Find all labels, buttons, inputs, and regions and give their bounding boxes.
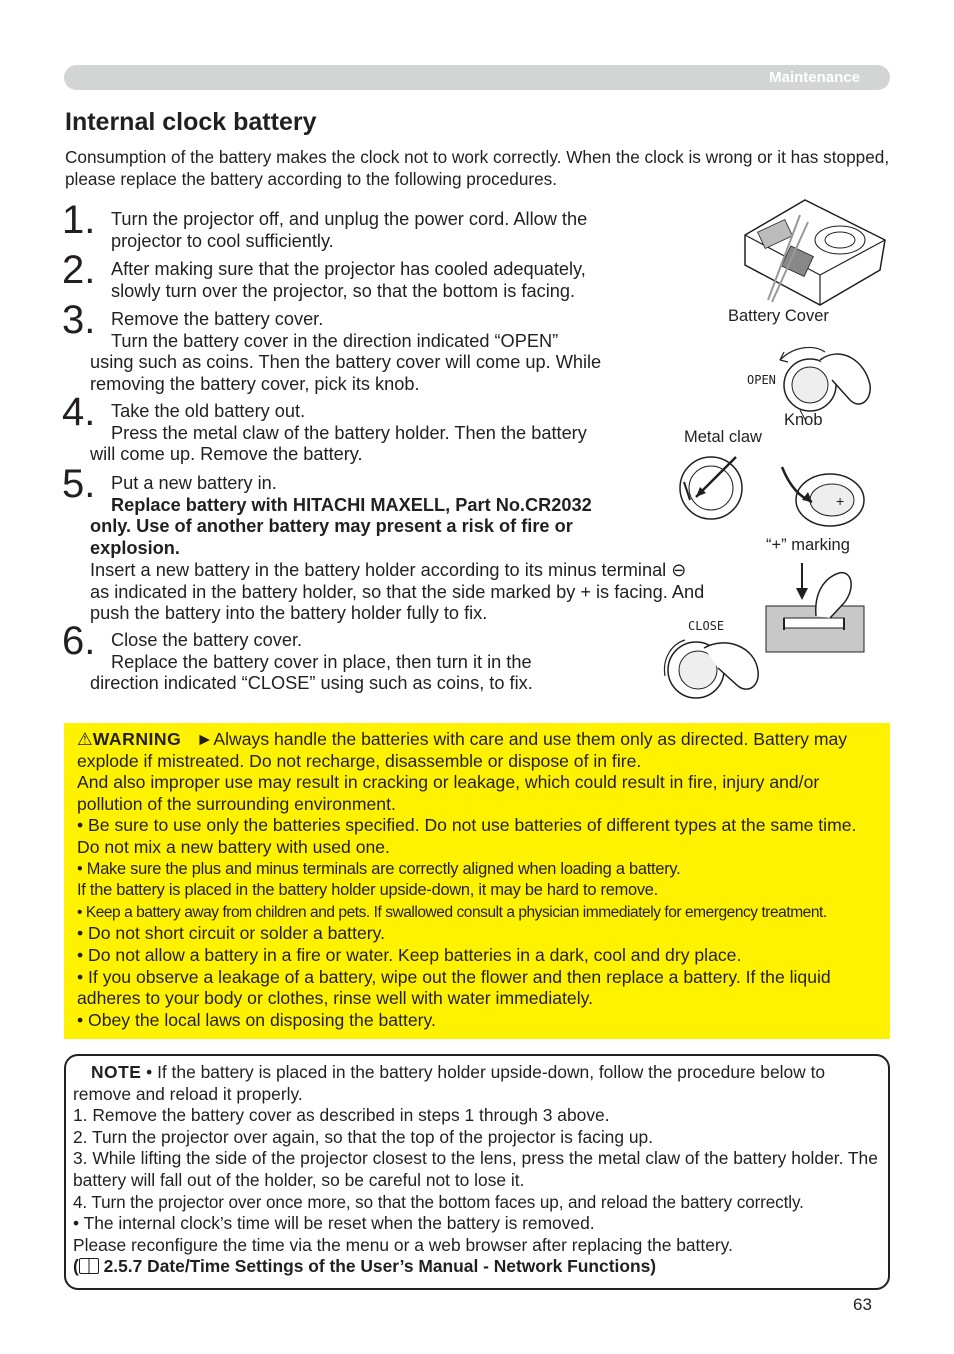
step-text: Press the metal claw of the battery holder. Then the battery [111,422,587,443]
step-text: Replace the battery cover in place, then turn it in the [111,651,532,672]
projector-bottom-illustration [740,190,890,310]
battery-spec-warning: Replace battery with HITACHI MAXELL, Part No.CR2032 [111,494,592,515]
step-text: using such as coins. Then the battery cover will come up. While removing the battery cover, pick its knob. [90,352,602,395]
step-text-a: Insert a new battery in the battery holder according to its minus terminal [90,559,667,580]
minus-terminal-icon: ⊖ [671,559,687,580]
warning-text [77,729,882,1031]
warning-label: WARNING [92,729,182,749]
close-label: CLOSE [688,619,725,633]
step-number: 3. [62,298,96,342]
note-step: 3. While lifting the side of the projector closest to the lens, press the metal claw of the battery holder. The battery will fall out of the holder, so be careful not to lose it. [73,1148,878,1190]
step-number: 5. [62,462,96,506]
warning-lead: Always handle the batteries with care and use them only as directed. Battery may explode if mistreated. Do not recharge, disassemble or dispose of in fire. [77,729,848,771]
metal-claw-illustration [676,452,746,524]
note-paragraph: Please reconfigure the time via the menu or a web browser after replacing the battery. [73,1234,733,1255]
step-text: projector to cool sufficiently. [111,230,334,251]
note-bullet: • The internal clock’s time will be reset when the battery is removed. [73,1213,595,1234]
warning-bullet: • Do not allow a battery in a fire or water. Keep batteries in a dark, cool and dry place. [77,944,742,965]
step-text [62,560,710,625]
step-2 [62,248,682,302]
metal-claw-label: Metal claw [684,428,762,446]
step-6 [62,619,682,695]
arrow-icon: ► [195,729,214,749]
warning-icon: ⚠ [77,729,93,749]
note-step: 1. Remove the battery cover as described in steps 1 through 3 above. [73,1105,610,1126]
open-cover-illustration [770,340,880,420]
warning-bullet: • Keep a battery away from children and pets. If swallowed consult a physician immediately for emergency treatment. [77,903,827,921]
step-number: 6. [62,619,96,663]
warning-bullet: • Do not short circuit or solder a battery. [77,923,385,944]
step-text: Remove the battery cover. [111,309,324,329]
section-label: Maintenance [769,69,860,86]
warning-bullet: • Be sure to use only the batteries specified. Do not use batteries of different types at the same time. Do not mix a new battery with used one. [77,815,857,857]
note-lead: • If the battery is placed in the battery holder upside-down, follow the procedure below to remove and reload it properly. [73,1062,826,1104]
step-1 [62,198,682,252]
step-text: direction indicated “CLOSE” using such as coins, to fix. [90,673,533,694]
open-label: OPEN [747,373,776,387]
page-title: Internal clock battery [65,108,317,136]
note-box [64,1054,890,1290]
step-text: Take the old battery out. [111,401,306,421]
note-text [73,1062,883,1278]
warning-bullet: • Obey the local laws on disposing the battery. [77,1009,436,1030]
book-icon [79,1258,99,1274]
warning-bullet: • If you observe a leakage of a battery, wipe out the flower and then replace a battery. If the liquid adheres to your body or clothes, rinse well with water immediately. [77,966,831,1009]
note-reference [73,1256,883,1278]
intro-paragraph: Consumption of the battery makes the clock not to work correctly. When the clock is wrong or it has stopped, please replace the battery according to the following procedures. [65,147,890,189]
step-number: 1. [62,198,96,242]
warning-bullet-continued: If the battery is placed in the battery holder upside-down, it may be hard to remove. [77,881,658,900]
step-5 [62,462,705,625]
ref-open: ( [73,1256,79,1277]
step-number: 2. [62,248,96,292]
warning-bullet: • Make sure the plus and minus terminals are correctly aligned when loading a battery. [77,859,681,878]
plus-marking-illustration [780,462,870,537]
plus-marking-label: “+” marking [766,536,850,554]
note-step: 4. Turn the projector over once more, so that the bottom faces up, and reload the battery correctly. [73,1192,804,1212]
step-4 [62,390,682,466]
note-label: NOTE [91,1062,142,1082]
insert-battery-illustration [764,558,866,654]
page-number: 63 [853,1295,872,1314]
step-text: slowly turn over the projector, so that the bottom is facing. [111,280,576,301]
step-text: Turn the projector off, and unplug the power cord. Allow the [111,209,588,229]
ref-text: 2.5.7 Date/Time Settings of the User’s Manual - Network Functions) [98,1256,657,1277]
header-bar [64,65,890,90]
battery-spec-warning: only. Use of another battery may present a risk of fire or explosion. [90,516,573,559]
plus-glyph: + [836,493,845,509]
step-text: Put a new battery in. [111,473,277,493]
step-3 [62,298,682,396]
step-number: 4. [62,390,96,434]
step-text: Turn the battery cover in the direction indicated “OPEN” [111,330,559,351]
illustrations [660,190,900,710]
step-text: Close the battery cover. [111,630,303,650]
close-cover-illustration [660,636,770,702]
warning-box [64,723,890,1039]
step-text: will come up. Remove the battery. [90,444,363,465]
step-text: After making sure that the projector has cooled adequately, [111,259,586,279]
step-text-b: as indicated in the battery holder, so that the side marked by + is facing. And push the battery into the battery holder fully to fix. [90,581,705,624]
note-step: 2. Turn the projector over again, so that the top of the projector is facing up. [73,1126,654,1147]
battery-cover-label: Battery Cover [728,307,829,325]
knob-label: Knob [784,411,823,429]
warning-paragraph: And also improper use may result in cracking or leakage, which could result in fire, injury and/or pollution of the surrounding environment. [77,772,820,814]
